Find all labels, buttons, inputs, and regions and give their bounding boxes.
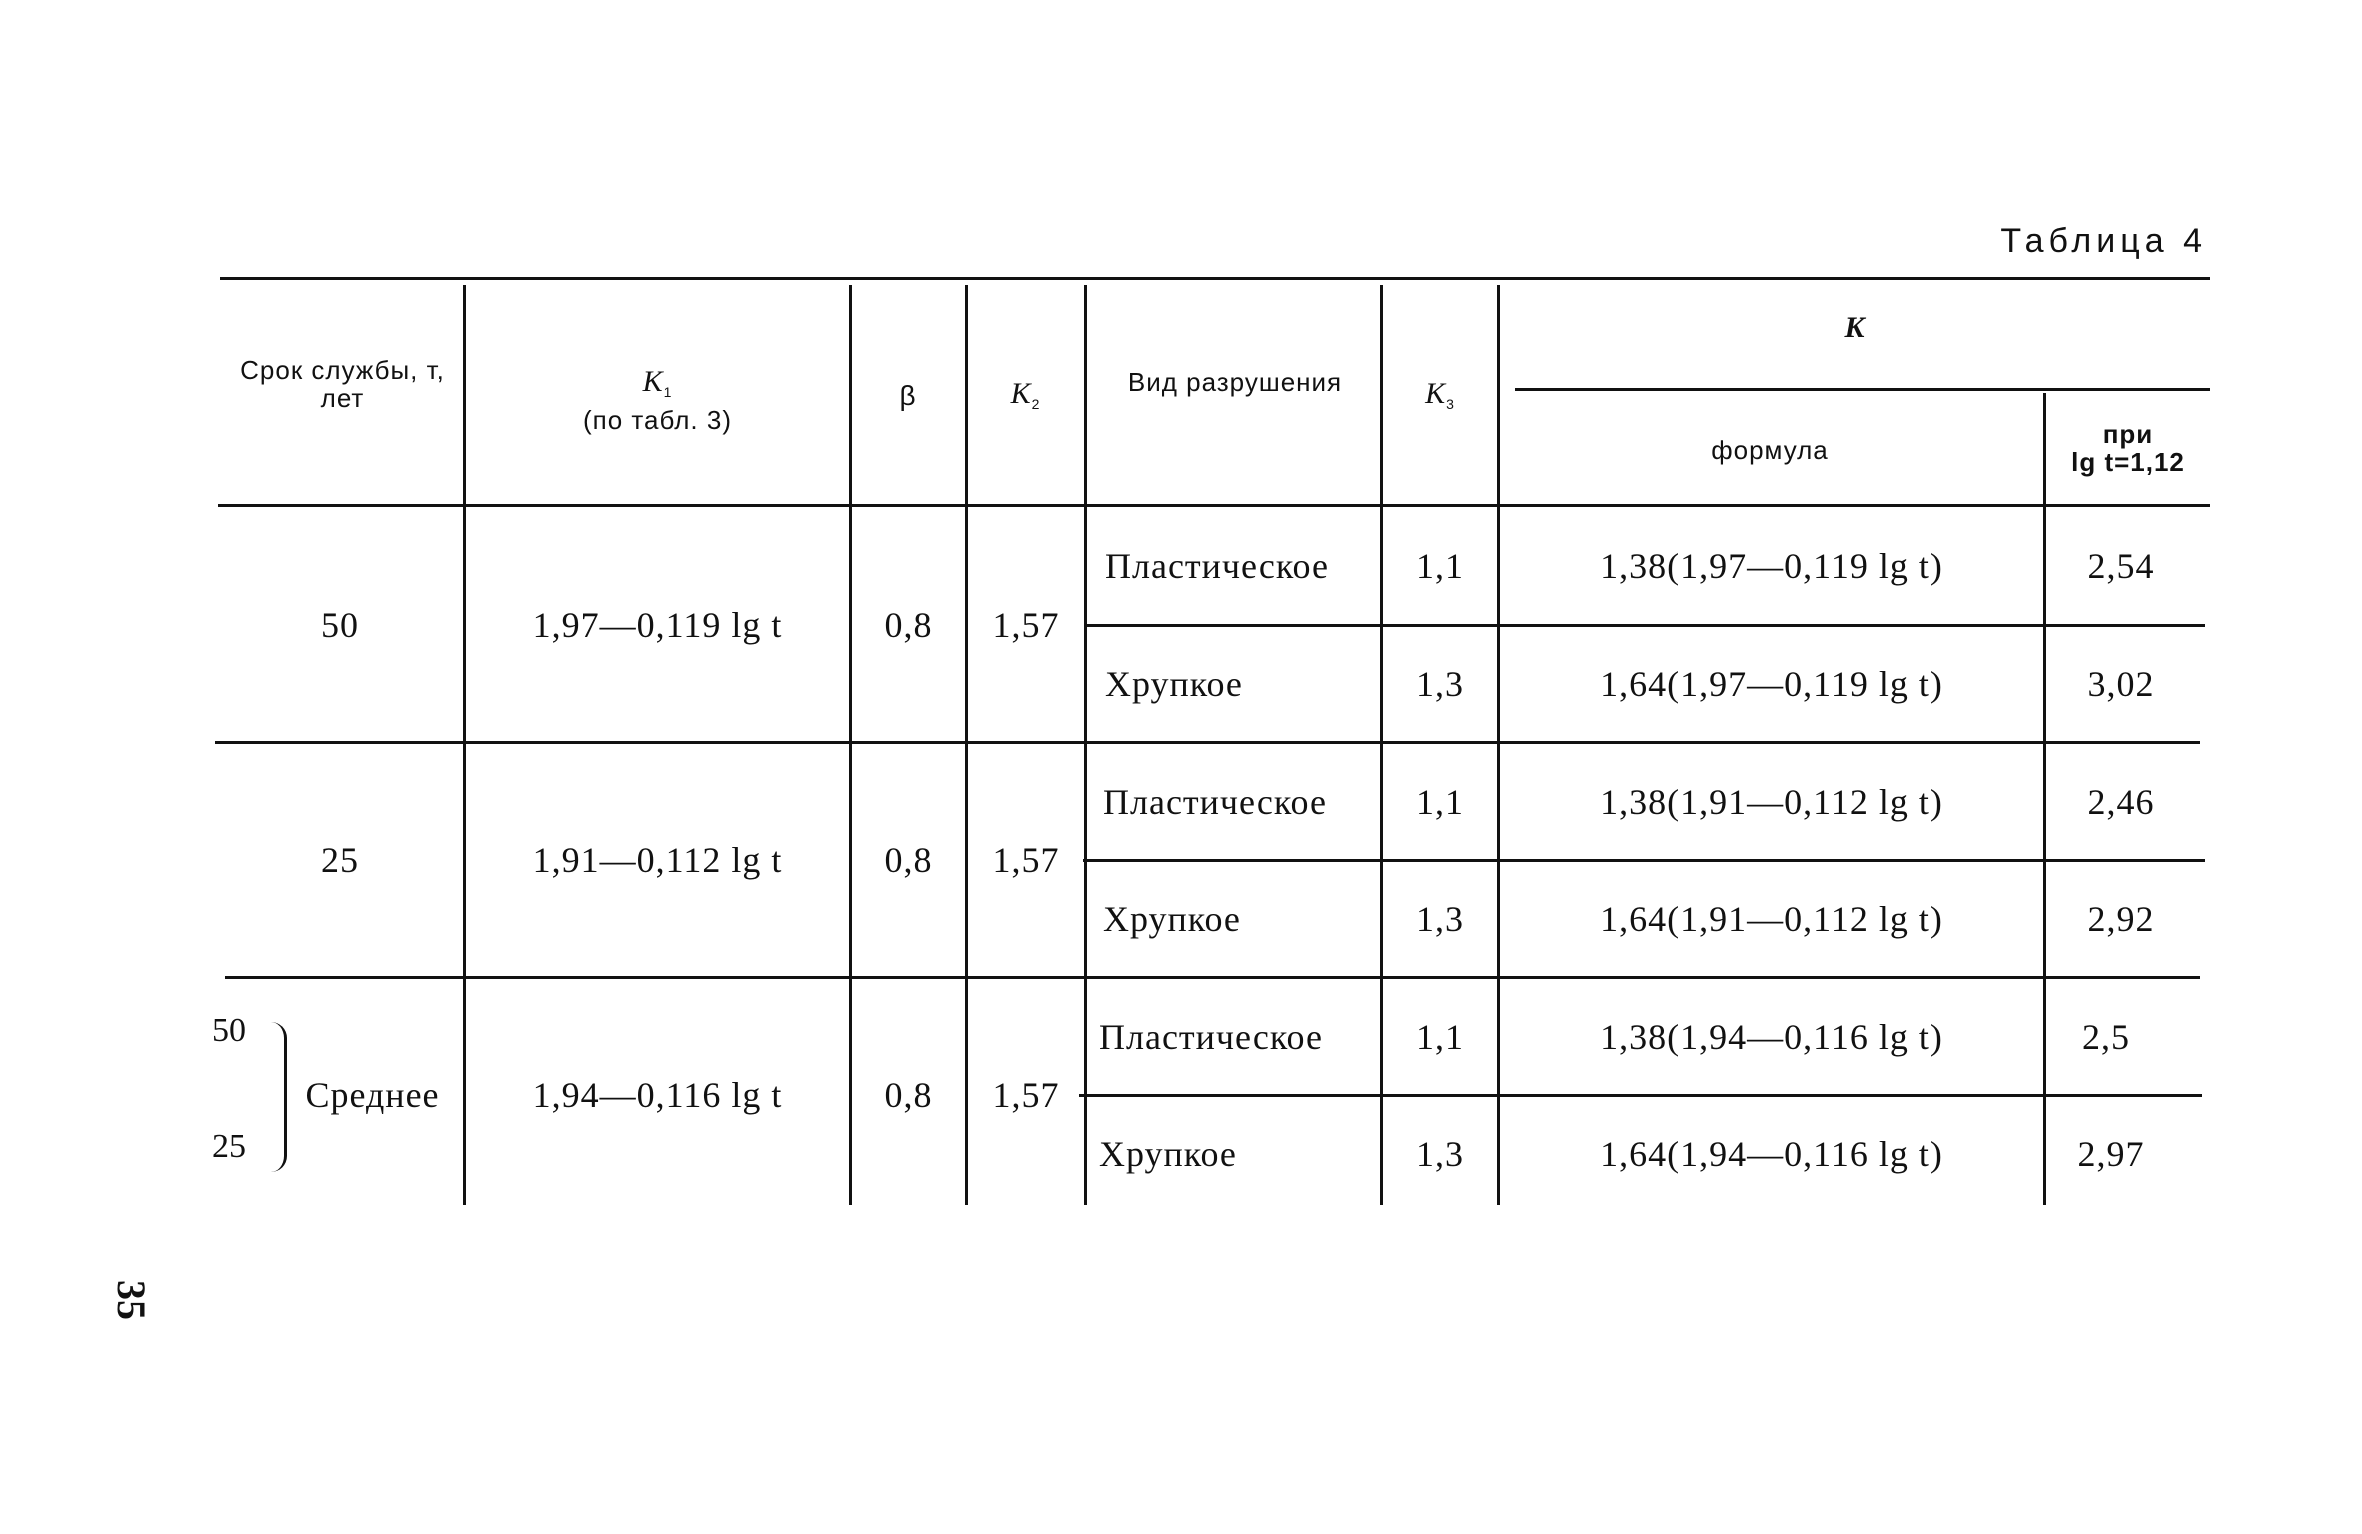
header-term: Срок службы, т, лет: [240, 355, 445, 413]
k3-value: 1,3: [1416, 1134, 1464, 1174]
k3-value: 1,3: [1416, 899, 1464, 939]
fracture-type: Пластическое: [1105, 546, 1329, 586]
k3-value: 1,3: [1416, 664, 1464, 704]
k-header-rule: [1515, 388, 2210, 391]
k2-value: 1,57: [992, 840, 1060, 880]
fracture-type: Пластическое: [1103, 781, 1327, 822]
table-top-rule: [220, 277, 2210, 280]
header-bottom-rule: [218, 504, 2210, 507]
formula-value: 1,38(1,97—0,119 lg t): [1600, 546, 1943, 586]
header-fracture: Вид разрушения: [1127, 367, 1343, 397]
term-value: 50: [321, 604, 359, 645]
formula-value: 1,38(1,94—0,116 lg t): [1600, 1016, 1943, 1057]
table-caption: Таблица 4: [2000, 222, 2207, 260]
term-brace: [270, 1022, 287, 1172]
k-value: 2,5: [2082, 1016, 2130, 1057]
k1-value: 1,94—0,116 lg t: [532, 1075, 783, 1115]
k1-value: 1,91—0,112 lg t: [532, 840, 783, 880]
header-k1: $K_1$ (по табл. 3): [583, 365, 732, 436]
fracture-type: Хрупкое: [1105, 664, 1243, 704]
k-value: 3,02: [2087, 664, 2155, 704]
header-at-value: при lg t=1,12: [2071, 419, 2185, 477]
col-rule-4: [1084, 285, 1087, 1205]
k3-value: 1,1: [1416, 781, 1464, 822]
fracture-type: Пластическое: [1099, 1016, 1323, 1057]
term-label: Среднее: [305, 1075, 440, 1115]
k1-value: 1,97—0,119 lg t: [532, 604, 783, 645]
beta-value: 0,8: [884, 604, 933, 645]
k3-value: 1,1: [1416, 546, 1464, 586]
k-value: 2,54: [2087, 546, 2155, 586]
header-k: K: [1844, 311, 1866, 344]
fracture-type: Хрупкое: [1099, 1134, 1237, 1174]
k-value: 2,97: [2077, 1134, 2145, 1174]
k-value: 2,92: [2087, 899, 2155, 939]
k2-value: 1,57: [992, 604, 1060, 645]
k3-value: 1,1: [1416, 1016, 1464, 1057]
term-top-value: 50: [212, 1012, 246, 1049]
term-value: 25: [321, 840, 359, 880]
header-k3: $K_3$: [1425, 377, 1455, 413]
formula-value: 1,64(1,97—0,119 lg t): [1600, 664, 1943, 704]
formula-value: 1,38(1,91—0,112 lg t): [1600, 781, 1943, 822]
formula-value: 1,64(1,94—0,116 lg t): [1600, 1134, 1943, 1174]
beta-value: 0,8: [884, 1075, 933, 1115]
page-number: 35: [109, 1280, 154, 1320]
header-formula: формула: [1711, 435, 1829, 465]
term-bottom-value: 25: [212, 1128, 246, 1165]
beta-value: 0,8: [884, 840, 933, 880]
header-k2: $K_2$: [1010, 377, 1041, 413]
k-value: 2,46: [2087, 781, 2155, 822]
fracture-type: Хрупкое: [1103, 899, 1241, 939]
header-beta: β: [899, 380, 917, 411]
k2-value: 1,57: [992, 1075, 1060, 1115]
formula-value: 1,64(1,91—0,112 lg t): [1600, 899, 1943, 939]
